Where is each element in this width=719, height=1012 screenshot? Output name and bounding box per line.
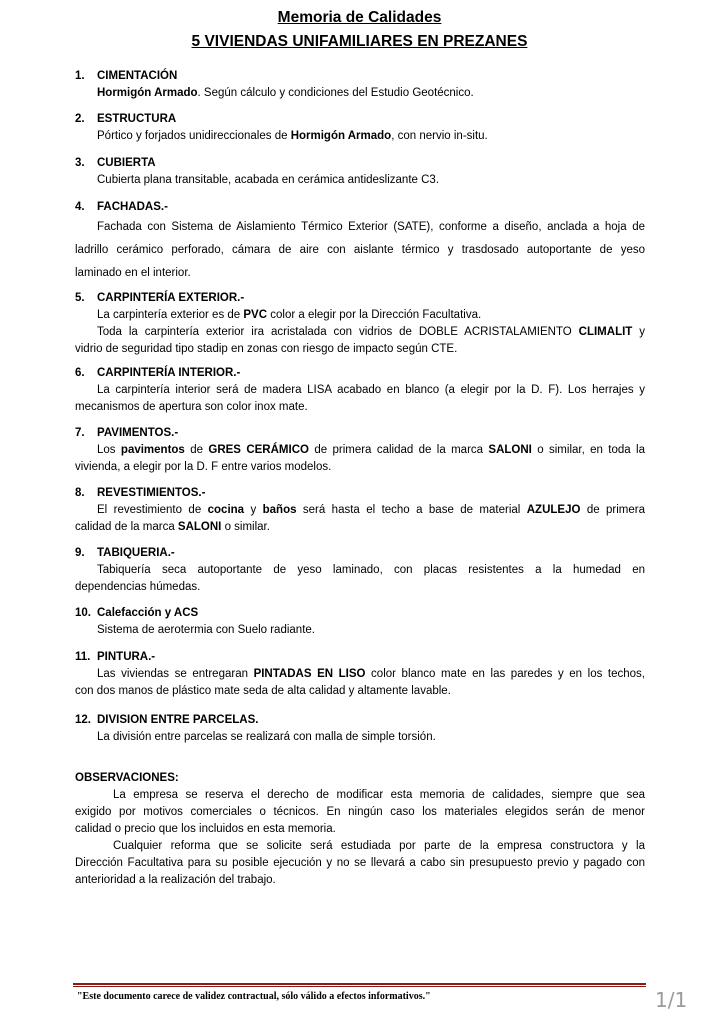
section-title: CARPINTERÍA INTERIOR.- xyxy=(97,367,241,379)
section-number: 9. xyxy=(75,547,85,559)
section-cubierta xyxy=(75,155,645,189)
section-carpinteria-exterior xyxy=(75,290,645,358)
text: Pórtico y forjados unidireccionales de xyxy=(97,130,291,142)
paragraph-line: Tabiquería seca autoportante de yeso laminado, con placas resistentes a la humedad en xyxy=(97,564,645,576)
text: o similar. xyxy=(221,521,270,533)
paragraph-line: Cualquier reforma que se solicite será estudiada por parte de la empresa constructora y la xyxy=(113,840,645,852)
section-number: 2. xyxy=(75,113,85,125)
section-heading xyxy=(75,712,645,729)
section-pavimentos xyxy=(75,425,645,476)
section-revestimientos xyxy=(75,485,645,536)
section-heading xyxy=(75,425,645,442)
text: Los xyxy=(97,444,121,456)
page-number: 1/1 xyxy=(655,988,688,1012)
bold-text: cocina xyxy=(207,504,245,516)
document-subtitle: 5 VIVIENDAS UNIFAMILIARES EN PREZANES xyxy=(191,33,528,50)
footer-disclaimer: "Este documento carece de validez contractual, sólo válido a efectos informativos." xyxy=(77,991,431,1002)
paragraph-line: Fachada con Sistema de Aislamiento Térmico Exterior (SATE), conforme a diseño, anclada a hoja de xyxy=(97,221,645,233)
section-number: 6. xyxy=(75,367,85,379)
bold-text: GRES CERÁMICO xyxy=(208,444,309,456)
section-number: 4. xyxy=(75,201,85,213)
text: La carpintería exterior es de xyxy=(97,309,244,321)
section-number: 11. xyxy=(75,651,91,663)
section-heading xyxy=(75,68,645,85)
paragraph-line: La carpintería interior será de madera LISA acabado en blanco (a elegir por la D. F). Los herrajes y xyxy=(97,384,645,396)
bold-text: SALONI xyxy=(177,521,222,533)
paragraph-line: La empresa se reserva el derecho de modificar esta memoria de calidades, siempre que sea xyxy=(113,789,645,801)
text: color blanco mate en las paredes y en los techos, xyxy=(365,668,645,680)
section-title: ESTRUCTURA xyxy=(97,113,177,125)
section-text: Cubierta plana transitable, acabada en cerámica antideslizante C3. xyxy=(97,174,440,186)
section-number: 12. xyxy=(75,714,91,726)
paragraph-line xyxy=(75,666,645,683)
observaciones-section xyxy=(75,770,645,889)
bold-text: Hormigón Armado xyxy=(97,87,198,99)
text: , con nervio in-situ. xyxy=(391,130,488,142)
section-heading xyxy=(75,290,645,307)
text: o similar, en toda la xyxy=(531,444,646,456)
section-number: 1. xyxy=(75,70,85,82)
section-number: 3. xyxy=(75,157,85,169)
paragraph-line xyxy=(75,324,645,341)
paragraph-line: anterioridad a la realización del trabajo. xyxy=(75,874,276,886)
paragraph-line xyxy=(75,442,645,459)
bold-text: PVC xyxy=(243,309,268,321)
paragraph-line: con dos manos de plástico mate seda de alta calidad y altamente lavable. xyxy=(75,685,451,697)
section-cimentacion xyxy=(75,68,645,102)
paragraph-line: vidrio de seguridad tipo stadip en zonas con riesgo de impacto según CTE. xyxy=(75,343,458,355)
section-title: CARPINTERÍA EXTERIOR.- xyxy=(97,292,245,304)
section-text: Sistema de aerotermia con Suelo radiante. xyxy=(97,624,315,636)
paragraph-line: vivienda, a elegir por la D. F entre varios modelos. xyxy=(75,461,332,473)
paragraph-line: Dirección Facultativa para su posible ejecución y no se llevará a cabo sin presupuesto previo y pagado con xyxy=(75,857,645,869)
section-heading xyxy=(75,545,645,562)
section-title: FACHADAS.- xyxy=(97,201,168,213)
section-heading xyxy=(75,111,645,128)
observaciones-heading: OBSERVACIONES: xyxy=(75,772,179,784)
section-number: 5. xyxy=(75,292,85,304)
section-estructura xyxy=(75,111,645,145)
section-tabiqueria xyxy=(75,545,645,596)
section-title: CIMENTACIÓN xyxy=(97,70,178,82)
section-title: PINTURA.- xyxy=(97,651,156,663)
section-division-parcelas xyxy=(75,712,645,746)
paragraph-line: exigido por motivos comerciales o técnicos. En ningún caso los materiales elegidos serán de menor xyxy=(75,806,645,818)
paragraph-line: dependencias húmedas. xyxy=(75,581,201,593)
footer-divider-thin xyxy=(73,986,646,987)
text: Toda la carpintería exterior ira acristalada con vidrios de DOBLE ACRISTALAMIENTO xyxy=(97,326,579,338)
section-calefaccion xyxy=(75,605,645,639)
section-heading xyxy=(75,649,645,666)
section-fachadas xyxy=(75,199,645,285)
section-number: 8. xyxy=(75,487,85,499)
section-number: 10. xyxy=(75,607,91,619)
section-heading xyxy=(75,199,645,216)
paragraph-line: ladrillo cerámico perforado, cámara de aire con aislante térmico y trasdosado autoportante de yeso xyxy=(75,244,645,256)
section-heading xyxy=(75,485,645,502)
bold-text: pavimentos xyxy=(120,444,185,456)
bold-text: SALONI xyxy=(488,444,532,456)
section-title: PAVIMENTOS.- xyxy=(97,427,179,439)
section-heading xyxy=(75,605,645,622)
section-heading xyxy=(75,365,645,382)
section-paragraph xyxy=(75,216,645,285)
text: de primera xyxy=(580,504,646,516)
text: . Según cálculo y condiciones del Estudio Geotécnico. xyxy=(197,87,474,99)
text: y xyxy=(632,326,645,338)
paragraph-line: mecanismos de apertura son color inox mate. xyxy=(75,401,308,413)
section-text xyxy=(75,128,645,145)
section-text xyxy=(75,307,645,324)
text: de primera calidad de la marca xyxy=(308,444,489,456)
section-title: REVESTIMIENTOS.- xyxy=(97,487,206,499)
text: y xyxy=(244,504,263,516)
bold-text: AZULEJO xyxy=(526,504,581,516)
bold-text: CLIMALIT xyxy=(578,326,633,338)
document-title: Memoria de Calidades xyxy=(277,9,442,26)
paragraph-line xyxy=(75,519,645,536)
text: El revestimiento de xyxy=(97,504,208,516)
paragraph-line: calidad o precio que los incluidos en esta memoria. xyxy=(75,823,336,835)
section-pintura xyxy=(75,649,645,700)
section-text: La división entre parcelas se realizará con malla de simple torsión. xyxy=(97,731,436,743)
bold-text: PINTADAS EN LISO xyxy=(253,668,366,680)
paragraph-line: laminado en el interior. xyxy=(75,267,191,279)
text: color a elegir por la Dirección Facultativa. xyxy=(267,309,482,321)
bold-text: baños xyxy=(262,504,297,516)
text: calidad de la marca xyxy=(75,521,178,533)
section-title: DIVISION ENTRE PARCELAS. xyxy=(97,714,259,726)
text: será hasta el techo a base de material xyxy=(296,504,527,516)
section-title: TABIQUERIA.- xyxy=(97,547,175,559)
text: de xyxy=(184,444,209,456)
section-text xyxy=(75,85,645,102)
bold-text: Hormigón Armado xyxy=(290,130,392,142)
text: Las viviendas se entregaran xyxy=(97,668,254,680)
section-carpinteria-interior xyxy=(75,365,645,416)
section-heading xyxy=(75,155,645,172)
section-title: Calefacción y ACS xyxy=(97,607,199,619)
footer-divider xyxy=(73,983,646,985)
paragraph-line xyxy=(75,502,645,519)
section-title: CUBIERTA xyxy=(97,157,156,169)
section-number: 7. xyxy=(75,427,85,439)
